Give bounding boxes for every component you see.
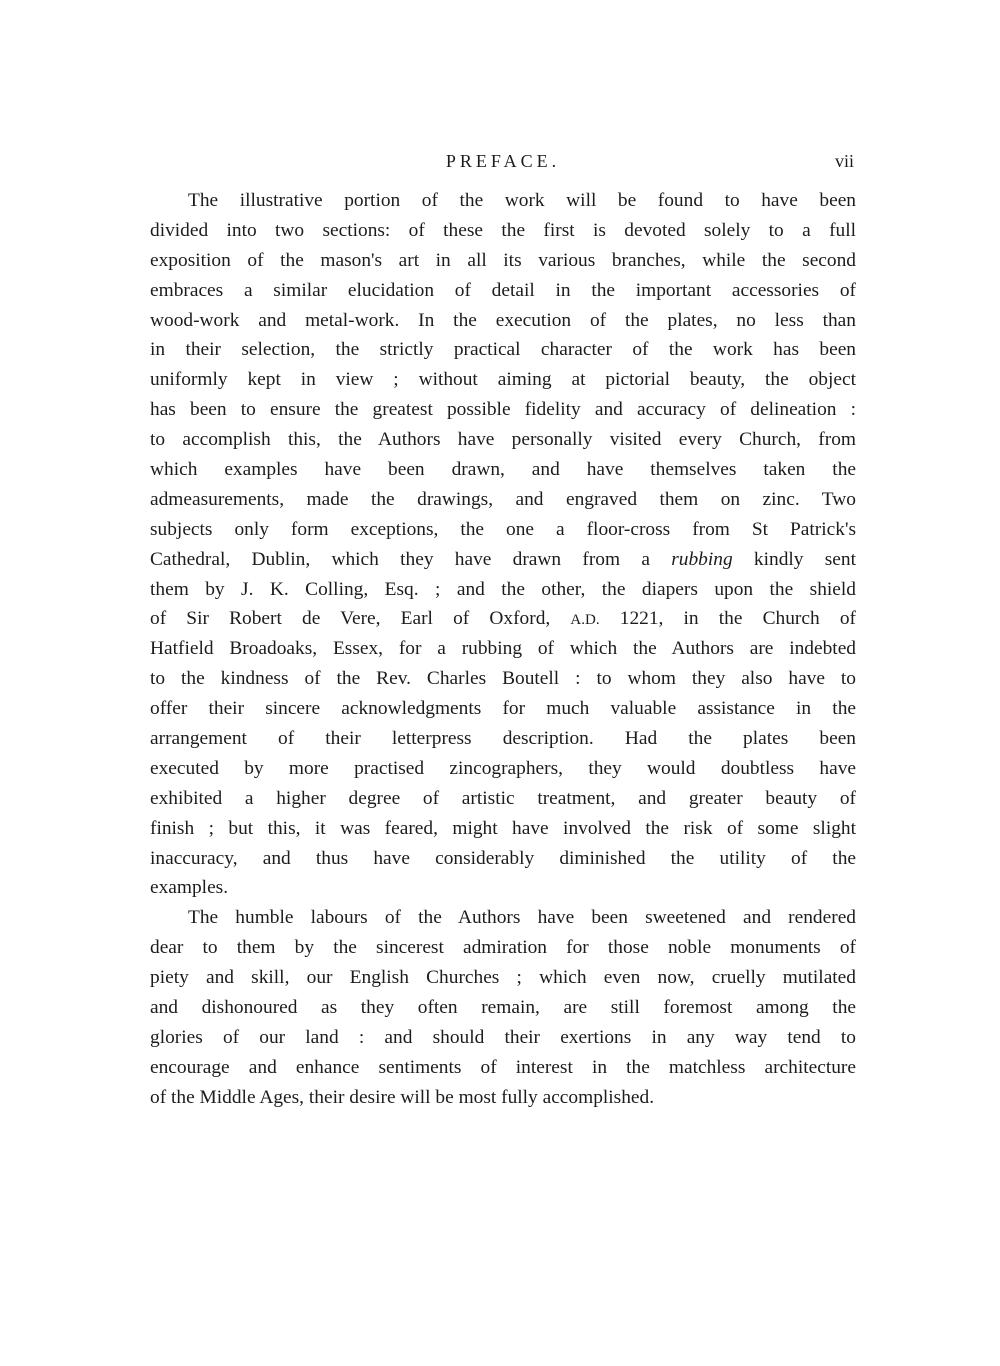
page-number: vii (834, 151, 854, 171)
text-line: arrangement of their letterpress description. Had the plates been (150, 728, 856, 750)
text-line (150, 604, 856, 634)
text-line: embraces a similar elucidation of detail in the important accessories of (150, 279, 856, 301)
preface-body (150, 186, 856, 1113)
text-line: in their selection, the strictly practical character of the work has been (150, 339, 856, 361)
text-line: executed by more practised zincographers, they would doubtless have (150, 757, 856, 779)
text-line: examples. (150, 877, 229, 899)
text-line: divided into two sections: of these the first is devoted solely to a full (150, 219, 856, 241)
text-line: piety and skill, our English Churches ; which even now, cruelly mutilated (150, 967, 856, 989)
italic-word: rubbing (671, 548, 733, 570)
running-title: PREFACE. (445, 151, 561, 171)
text-line: of the Middle Ages, their desire will be most fully accomplished. (150, 1086, 655, 1108)
text-run: Cathedral, Dublin, which they have drawn from a (150, 548, 672, 570)
text-line: inaccuracy, and thus have considerably diminished the utility of the (150, 847, 856, 869)
text-line: to accomplish this, the Authors have personally visited every Church, from (150, 429, 856, 451)
text-line: finish ; but this, it was feared, might have involved the risk of some slight (150, 817, 856, 839)
text-line: wood-work and metal-work. In the execution of the plates, no less than (150, 309, 856, 331)
text-line: to the kindness of the Rev. Charles Boutell : to whom they also have to (150, 668, 856, 690)
text-line: subjects only form exceptions, the one a floor-cross from St Patrick's (150, 518, 856, 540)
paragraph-1 (150, 186, 856, 903)
running-head (150, 146, 856, 176)
text-line: glories of our land : and should their exertions in any way tend to (150, 1026, 856, 1048)
text-line: has been to ensure the greatest possible fidelity and accuracy of delineation : (150, 399, 856, 421)
text-line: them by J. K. Colling, Esq. ; and the other, the diapers upon the shield (150, 578, 856, 600)
paragraph-2 (150, 903, 856, 1112)
text-line (150, 545, 856, 575)
text-line: encourage and enhance sentiments of interest in the matchless architecture (150, 1056, 856, 1078)
text-line: admeasurements, made the drawings, and engraved them on zinc. Two (150, 488, 856, 510)
small-caps-era: A.D. (570, 612, 600, 629)
text-line: exposition of the mason's art in all its various branches, while the second (150, 249, 856, 271)
text-line: uniformly kept in view ; without aiming at pictorial beauty, the object (150, 369, 856, 391)
text-run: of Sir Robert de Vere, Earl of Oxford, (150, 608, 571, 630)
text-line: dear to them by the sincerest admiration for those noble monuments of (150, 937, 856, 959)
text-line: exhibited a higher degree of artistic treatment, and greater beauty of (150, 787, 856, 809)
text-line: which examples have been drawn, and have themselves taken the (150, 459, 856, 481)
text-line: Hatfield Broadoaks, Essex, for a rubbing of which the Authors are indebted (150, 638, 856, 660)
text-line: offer their sincere acknowledgments for much valuable assistance in the (150, 698, 856, 720)
text-line: The humble labours of the Authors have been sweetened and rendered (188, 907, 856, 929)
text-run: 1221, in the Church of (599, 608, 857, 630)
text-run: kindly sent (732, 548, 856, 570)
text-line: The illustrative portion of the work will be found to have been (188, 190, 856, 211)
text-line: and dishonoured as they often remain, are still foremost among the (150, 997, 856, 1019)
